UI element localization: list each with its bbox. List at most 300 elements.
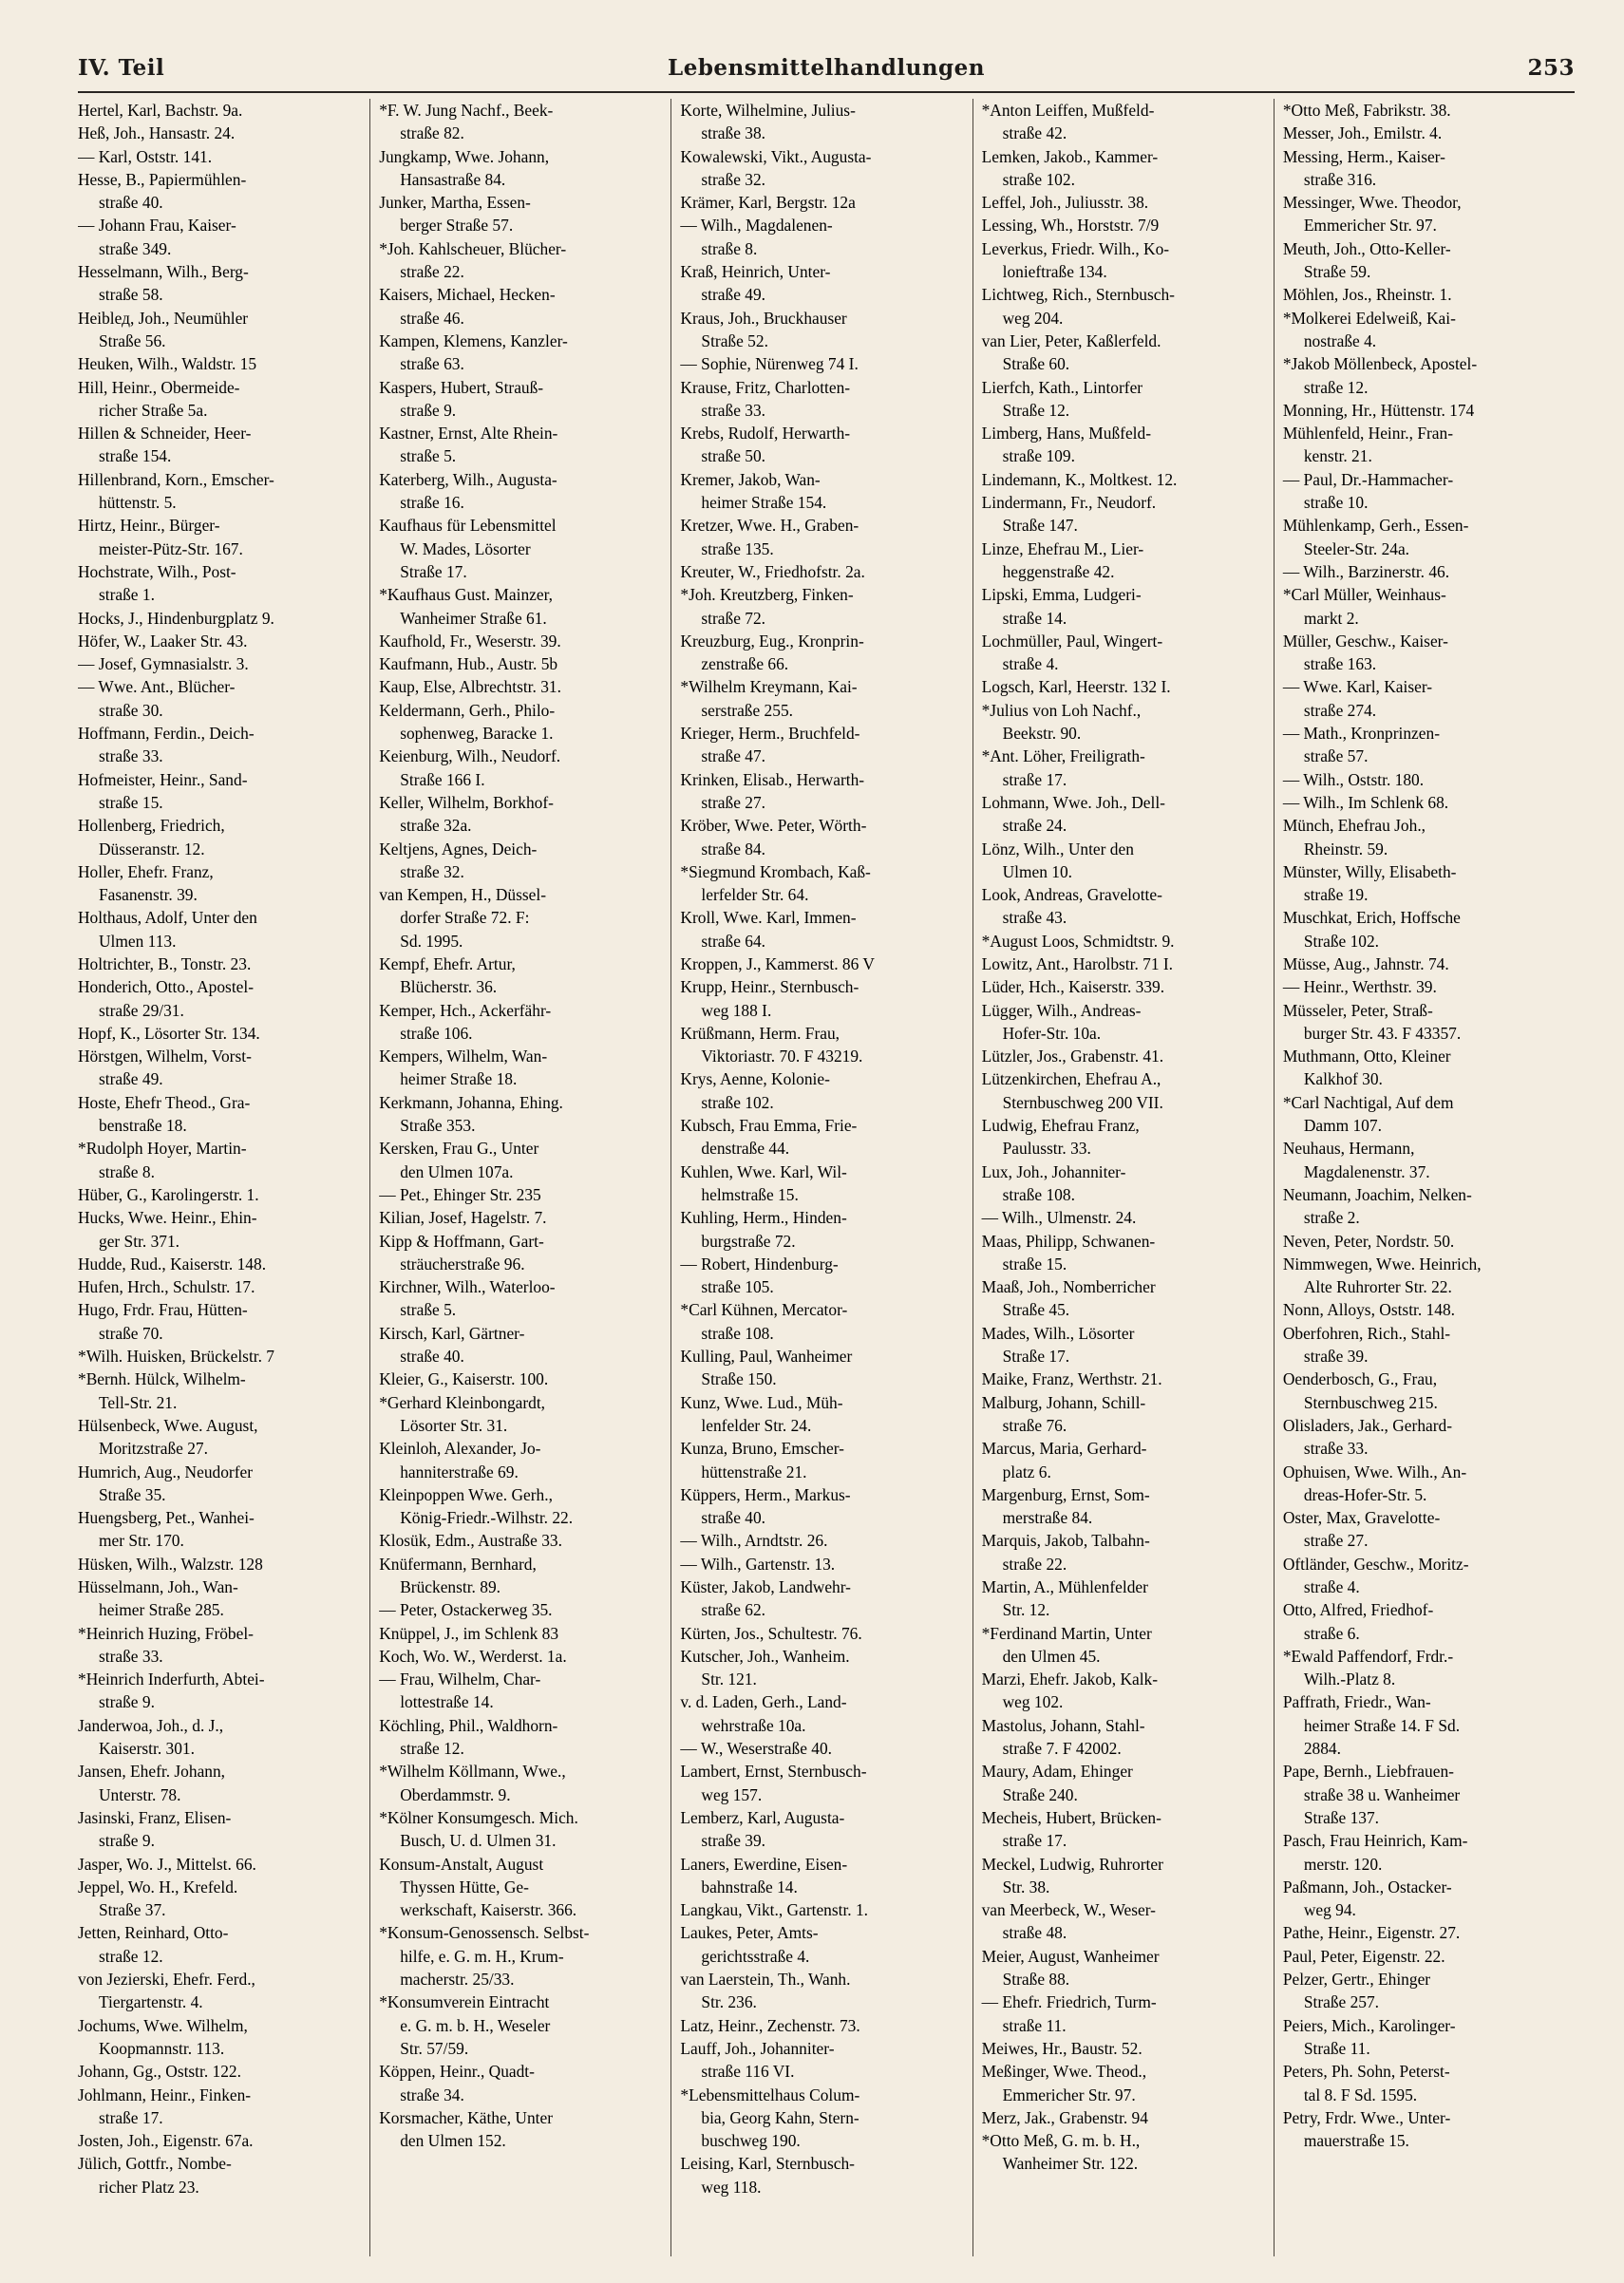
directory-entry [680,1298,963,1345]
directory-entry [982,791,1265,838]
entry-continuation: heimer Straße 154. [701,493,827,513]
entry-line: Kempers, Wilhelm, Wan- [379,1047,548,1066]
directory-entry [982,745,1265,791]
entry-line: Nonn, Alloys, Oststr. 148. [1282,1300,1455,1320]
entry-line: Kleinpoppen Wwe. Gerh., [379,1484,553,1504]
entry-continuation: Busch, U. d. Ulmen 31. [400,1831,557,1851]
directory-entry [680,722,963,768]
entry-continuation: straße 108. [1002,1184,1075,1204]
entry-continuation: straße 274. [1303,700,1377,720]
entry-continuation: Wilh.-Platz 8. [1303,1670,1396,1689]
directory-entry [379,1645,662,1668]
directory-entry [379,1368,662,1390]
entry-continuation: straße 15. [1002,1254,1067,1274]
entry-continuation: Viktoriastr. 70. F 43219. [701,1047,863,1066]
entry-line: Marquis, Jakob, Talbahn- [981,1531,1150,1551]
entry-continuation: Straße 35. [99,1484,166,1504]
entry-continuation: straße 27. [1303,1531,1369,1551]
directory-entry [1283,352,1566,399]
directory-entry [78,1045,361,1091]
entry-line: Kerkmann, Johanna, Ehing. [379,1092,563,1112]
entry-continuation: straße 82. [400,123,464,143]
entry-line: Kutscher, Joh., Wanheim. [680,1646,850,1666]
entry-line: Oftländer, Geschw., Moritz- [1282,1554,1469,1574]
entry-line: Lux, Joh., Johanniter- [981,1161,1126,1181]
entry-continuation: straße 14. [1002,608,1067,628]
entry-line: *Julius von Loh Nachf., [981,700,1142,720]
directory-entry [680,2037,963,2084]
entry-continuation: straße 33. [99,746,163,766]
entry-continuation: Straße 52. [701,330,768,350]
directory-entry [379,883,662,953]
entry-continuation: straße 12. [400,1739,464,1759]
column-2 [369,99,670,2256]
directory-entry [680,1345,963,1391]
directory-entry [78,1275,361,1298]
directory-entry [982,1206,1265,1229]
page-number: 253 [1527,55,1575,81]
directory-entry [982,1575,1265,1622]
directory-entry [78,1137,361,1183]
entry-line: — Wilh., Arndtstr. 26. [680,1531,828,1551]
directory-entry [379,1437,662,1483]
entry-continuation: straße 116 VI. [701,2062,795,2082]
entry-line: Pape, Bernh., Liebfrauen- [1282,1762,1454,1782]
column-3 [670,99,972,2256]
directory-entry [680,260,963,307]
entry-line: Mades, Wilh., Lösorter [981,1323,1135,1343]
entry-line: Maury, Adam, Ehinger [981,1762,1133,1782]
entry-continuation: bahnstraße 14. [701,1877,798,1896]
directory-entry [78,2129,361,2152]
part-label: IV. Teil [78,55,165,81]
directory-entry [78,560,361,607]
entry-continuation: straße 4. [1303,1577,1360,1596]
directory-entry [1283,1230,1566,1253]
entry-continuation: straße 58. [99,285,163,305]
entry-line: Messer, Joh., Emilstr. 4. [1282,123,1443,143]
entry-line: Lambert, Ernst, Sternbusch- [680,1762,867,1782]
entry-continuation: straße 32. [701,169,766,189]
directory-entry [982,1045,1265,1067]
entry-continuation: Ulmen 10. [1002,861,1073,881]
directory-entry [379,1183,662,1206]
entry-line: Linze, Ehefrau M., Lier- [981,538,1144,558]
directory-entry [982,191,1265,214]
directory-entry [680,1391,963,1438]
entry-line: Jeppel, Wo. H., Krefeld. [78,1877,238,1896]
entry-line: — Wilh., Barzinerstr. 46. [1282,561,1450,581]
directory-entry [379,1045,662,1091]
entry-continuation: Paulusstr. 33. [1002,1139,1091,1159]
directory-entry [78,722,361,768]
entry-line: Kirsch, Karl, Gärtner- [379,1323,525,1343]
directory-entry [680,1437,963,1483]
entry-continuation: straße 84. [701,839,766,858]
directory-entry [1283,1322,1566,1368]
directory-entry [379,1760,662,1806]
entry-line: Münch, Ehefrau Joh., [1282,816,1426,836]
directory-entry [78,1921,361,1968]
directory-entry [78,2014,361,2061]
entry-line: Kempf, Ehefr. Artur, [379,953,516,973]
directory-entry [680,307,963,353]
directory-entry [1283,468,1566,515]
directory-entry [379,1529,662,1552]
directory-entry [680,1114,963,1160]
entry-continuation: straße 102. [701,1092,774,1112]
entry-line: Meuth, Joh., Otto-Keller- [1282,238,1451,258]
entry-line: Leffel, Joh., Juliusstr. 38. [981,193,1149,213]
directory-entry [982,1529,1265,1575]
entry-line: Jasinski, Franz, Elisen- [78,1807,232,1827]
entry-line: Hüsken, Wilh., Walzstr. 128 [78,1554,263,1574]
entry-line: Kraus, Joh., Bruckhauser [680,308,847,328]
directory-entry [1283,768,1566,791]
entry-line: v. d. Laden, Gerh., Land- [680,1692,847,1712]
directory-entry [982,1391,1265,1438]
entry-line: *Lebensmittelhaus Colum- [680,2085,860,2104]
directory-entry [680,583,963,630]
entry-line: Katerberg, Wilh., Augusta- [379,469,557,489]
directory-entry [982,1991,1265,2037]
entry-line: Mecheis, Hubert, Brücken- [981,1807,1161,1827]
directory-entry [379,1275,662,1322]
entry-line: — Peter, Ostackerweg 35. [379,1600,553,1620]
entry-line: — Wilh., Gartenstr. 13. [680,1554,836,1574]
directory-entry [1283,2106,1566,2153]
entry-continuation: Hansastraße 84. [400,169,506,189]
directory-entry [1283,1945,1566,1968]
directory-entry [1283,583,1566,630]
directory-entry [982,1760,1265,1806]
entry-line: Meßinger, Wwe. Theod., [981,2062,1147,2082]
entry-line: Konsum-Anstalt, August [379,1854,544,1874]
entry-line: Maaß, Joh., Nomberricher [981,1277,1156,1297]
entry-line: Hofmeister, Heinr., Sand- [78,769,248,789]
directory-entry [982,838,1265,884]
entry-line: Krinken, Elisab., Herwarth- [680,769,865,789]
directory-entry [982,1668,1265,1714]
entry-line: van Meerbeck, W., Weser- [981,1900,1156,1920]
entry-line: Leising, Karl, Sternbusch- [680,2154,855,2174]
entry-line: van Lier, Peter, Kaßlerfeld. [981,330,1161,350]
entry-continuation: Straße 102. [1303,931,1380,951]
entry-line: Keller, Wilhelm, Borkhof- [379,792,554,812]
directory-entry [78,607,361,630]
entry-continuation: straße 63. [400,354,464,374]
directory-entry [379,422,662,468]
directory-entry [680,975,963,1022]
entry-line: Krieger, Herm., Bruchfeld- [680,724,860,744]
entry-continuation: Wanheimer Str. 122. [1002,2154,1139,2174]
directory-entry [379,2060,662,2106]
entry-continuation: straße 349. [99,238,172,258]
entry-continuation: Straße 59. [1303,262,1371,282]
entry-line: Lierfch, Kath., Lintorfer [981,377,1143,397]
directory-entry [1283,2014,1566,2061]
entry-line: Holler, Ehefr. Franz, [78,861,214,881]
entry-continuation: heimer Straße 18. [400,1069,518,1089]
entry-line: Logsch, Karl, Heerstr. 132 I. [981,677,1171,697]
entry-continuation: weg 102. [1002,1692,1064,1712]
entry-line: von Jezierski, Ehefr. Ferd., [78,1970,255,1990]
entry-line: Otto, Alfred, Friedhof- [1282,1600,1434,1620]
entry-line: Peiers, Mich., Karolinger- [1282,2015,1456,2035]
entry-line: Maike, Franz, Werthstr. 21. [981,1369,1162,1389]
directory-entry [680,2152,963,2198]
entry-continuation: den Ulmen 45. [1002,1646,1101,1666]
entry-continuation: Str. 12. [1002,1600,1050,1620]
entry-line: Look, Andreas, Gravelotte- [981,885,1162,905]
entry-continuation: Oberdammstr. 9. [400,1784,511,1804]
directory-entry [1283,283,1566,306]
entry-continuation: ger Str. 371. [99,1231,180,1251]
entry-continuation: Koopmannstr. 113. [99,2038,225,2058]
entry-line: Lessing, Wh., Horststr. 7/9 [981,216,1160,236]
entry-continuation: Straße 257. [1303,1992,1380,2012]
entry-continuation: mer Str. 170. [99,1531,184,1551]
directory-entry [1283,1690,1566,1760]
entry-line: Küppers, Herm., Markus- [680,1484,851,1504]
directory-entry [680,1622,963,1645]
directory-entry [982,1622,1265,1669]
directory-entry [379,791,662,838]
entry-continuation: hüttenstraße 21. [701,1462,807,1481]
entry-continuation: platz 6. [1002,1462,1051,1481]
directory-entry [379,376,662,423]
directory-entry [982,422,1265,468]
entry-line: Kleinloh, Alexander, Jo- [379,1439,541,1459]
directory-entry [379,1668,662,1714]
entry-line: Lügger, Wilh., Andreas- [981,1000,1142,1020]
entry-continuation: straße 135. [701,538,774,558]
entry-continuation: straße 76. [1002,1415,1067,1435]
entry-continuation: straße 46. [400,308,464,328]
entry-line: Hillen & Schneider, Heer- [78,424,252,443]
directory-entry [78,2152,361,2198]
entry-continuation: straße 34. [400,2085,464,2104]
entry-line: Lindemann, K., Moltkest. 12. [981,469,1178,489]
directory-entry [78,1853,361,1876]
entry-line: *Joh. Kahlscheuer, Blücher- [379,238,567,258]
directory-entry [680,953,963,975]
entry-line: Oenderbosch, G., Frau, [1282,1369,1438,1389]
directory-entry [1283,307,1566,353]
directory-entry [680,1575,963,1622]
entry-line: Kaufhold, Fr., Weserstr. 39. [379,631,561,651]
directory-entry [1283,1253,1566,1299]
entry-continuation: hilfe, e. G. m. H., Krum- [400,1946,564,1966]
entry-line: *Wilhelm Kreymann, Kai- [680,677,858,697]
directory-entry [78,1553,361,1575]
entry-continuation: straße 27. [701,792,766,812]
directory-entry [379,283,662,330]
entry-line: Müsse, Aug., Jahnstr. 74. [1282,953,1449,973]
directory-entry [78,675,361,722]
directory-entry [78,1298,361,1345]
entry-continuation: nostraße 4. [1303,330,1377,350]
entry-line: Malburg, Johann, Schill- [981,1392,1146,1412]
entry-continuation: gerichtsstraße 4. [701,1946,810,1966]
entry-continuation: Brückenstr. 89. [400,1577,500,1596]
entry-line: — Wilh., Magdalenen- [680,216,833,236]
directory-entry [78,652,361,675]
entry-line: Kipp & Hoffmann, Gart- [379,1231,544,1251]
column-5 [1274,99,1575,2256]
entry-line: Kersken, Frau G., Unter [379,1139,539,1159]
entry-continuation: lonieftraße 134. [1002,262,1107,282]
entry-line: Kremer, Jakob, Wan- [680,469,821,489]
entry-continuation: Sd. 1995. [400,931,463,951]
directory-entry [680,630,963,676]
directory-entry [982,237,1265,284]
entry-line: — Johann Frau, Kaiser- [78,216,236,236]
directory-entry [379,1322,662,1368]
entry-continuation: buschweg 190. [701,2131,801,2151]
entry-continuation: Str. 236. [701,1992,757,2012]
directory-entry [78,1622,361,1669]
entry-line: Jasper, Wo. J., Mittelst. 66. [78,1854,256,1874]
entry-line: *Konsumverein Eintracht [379,1992,550,2012]
entry-line: *Wilhelm Köllmann, Wwe., [379,1762,566,1782]
directory-entry [680,2014,963,2037]
directory-entry [379,191,662,237]
entry-line: *Molkerei Edelweiß, Kai- [1282,308,1456,328]
entry-line: Nimmwegen, Wwe. Heinrich, [1282,1254,1482,1274]
entry-continuation: straße 33. [1303,1439,1369,1459]
entry-line: Hudde, Rud., Kaiserstr. 148. [78,1254,267,1274]
entry-line: Jochums, Wwe. Wilhelm, [78,2015,248,2035]
entry-continuation: hüttenstr. 5. [99,493,177,513]
directory-entry [78,214,361,260]
directory-entry [1283,722,1566,768]
entry-continuation: Kalkhof 30. [1303,1069,1383,1089]
entry-line: *Gerhard Kleinbongardt, [379,1392,546,1412]
entry-line: Kürten, Jos., Schultestr. 76. [680,1623,862,1643]
directory-entry [982,1483,1265,1530]
entry-continuation: Straße 240. [1002,1784,1078,1804]
directory-entry [680,191,963,214]
entry-line: *Wilh. Huisken, Brückelstr. 7 [78,1347,274,1367]
entry-continuation: straße 33. [701,400,766,420]
entry-line: Kuhling, Herm., Hinden- [680,1208,847,1228]
entry-line: Kaisers, Michael, Hecken- [379,285,556,305]
entry-line: Messinger, Wwe. Theodor, [1282,193,1462,213]
entry-continuation: Straße 353. [400,1116,476,1136]
entry-continuation: straße 39. [1303,1347,1369,1367]
directory-entry [379,699,662,745]
directory-entry [680,675,963,722]
entry-continuation: Straße 137. [1303,1807,1380,1827]
entry-line: Müsseler, Peter, Straß- [1282,1000,1433,1020]
directory-columns [78,99,1575,2256]
entry-line: Keltjens, Agnes, Deich- [379,839,538,858]
entry-line: *Ant. Löher, Freiligrath- [981,746,1145,766]
entry-line: Neven, Peter, Nordstr. 50. [1282,1231,1455,1251]
entry-line: — W., Weserstraße 40. [680,1739,833,1759]
entry-line: Jülich, Gottfr., Nombe- [78,2154,232,2174]
entry-continuation: weg 118. [701,2177,762,2197]
entry-line: Petry, Frdr. Wwe., Unter- [1282,2107,1451,2127]
directory-entry [680,1806,963,1853]
entry-continuation: weg 94. [1303,1900,1356,1920]
entry-line: Holthaus, Adolf, Unter den [78,908,257,928]
entry-line: Lowitz, Ant., Harolbstr. 71 I. [981,953,1174,973]
directory-entry [982,1898,1265,1945]
entry-continuation: straße 40. [99,193,163,213]
directory-entry [680,1645,963,1691]
entry-continuation: straße 154. [99,446,172,466]
entry-line: — Pet., Ehinger Str. 235 [379,1184,541,1204]
directory-entry [982,1114,1265,1160]
entry-continuation: straße 38 u. Wanheimer [1303,1784,1461,1804]
entry-continuation: straße 49. [99,1069,163,1089]
entry-line: Merz, Jak., Grabenstr. 94 [981,2107,1148,2127]
directory-entry [1283,1183,1566,1230]
entry-line: Janderwoa, Joh., d. J., [78,1715,224,1735]
entry-continuation: serstraße 255. [701,700,793,720]
directory-entry [680,1737,963,1760]
entry-continuation: straße 33. [99,1646,163,1666]
entry-line: Pelzer, Gertr., Ehinger [1282,1970,1431,1990]
entry-continuation: straße 70. [99,1323,163,1343]
directory-entry [379,1598,662,1621]
entry-line: Muthmann, Otto, Kleiner [1282,1047,1451,1066]
entry-continuation: straße 17. [1002,1831,1067,1851]
directory-entry [78,168,361,215]
entry-line: Lichtweg, Rich., Sternbusch- [981,285,1175,305]
entry-continuation: lottestraße 14. [400,1692,494,1712]
entry-continuation: Moritzstraße 27. [99,1439,208,1459]
directory-entry [1283,814,1566,860]
entry-line: Huengsberg, Pet., Wanhei- [78,1508,255,1528]
directory-entry [78,468,361,515]
entry-continuation: Tell-Str. 21. [99,1392,178,1412]
directory-entry [1283,122,1566,144]
directory-entry [680,1253,963,1299]
directory-entry [1283,237,1566,284]
entry-line: Koch, Wo. W., Werderst. 1a. [379,1646,567,1666]
entry-continuation: hanniterstraße 69. [400,1462,519,1481]
entry-line: Jetten, Reinhard, Otto- [78,1923,229,1943]
directory-entry [379,652,662,675]
directory-entry [680,560,963,583]
entry-continuation: Magdalenenstr. 37. [1303,1161,1430,1181]
entry-continuation: Straße 147. [1002,516,1078,536]
entry-continuation: Tiergartenstr. 4. [99,1992,203,2012]
directory-entry [78,2084,361,2130]
entry-line: Knüfermann, Bernhard, [379,1554,537,1574]
entry-continuation: Beekstr. 90. [1002,724,1082,744]
entry-line: Hollenberg, Friedrich, [78,816,225,836]
entry-continuation: e. G. m. b. H., Weseler [400,2015,551,2035]
entry-line: Neuhaus, Hermann, [1282,1139,1415,1159]
entry-line: Hufen, Hrch., Schulstr. 17. [78,1277,255,1297]
directory-entry [379,583,662,630]
entry-line: Kleier, G., Kaiserstr. 100. [379,1369,549,1389]
entry-line: Hülsenbeck, Wwe. August, [78,1415,258,1435]
entry-line: *Kölner Konsumgesch. Mich. [379,1807,578,1827]
directory-entry [1283,1368,1566,1414]
entry-continuation: straße 50. [701,446,766,466]
entry-continuation: Unterstr. 78. [99,1784,181,1804]
entry-continuation: weg 204. [1002,308,1064,328]
header-rule [78,91,1575,93]
entry-continuation: sträucherstraße 96. [400,1254,525,1274]
entry-line: Marcus, Maria, Gerhard- [981,1439,1147,1459]
entry-continuation: weg 157. [701,1784,763,1804]
